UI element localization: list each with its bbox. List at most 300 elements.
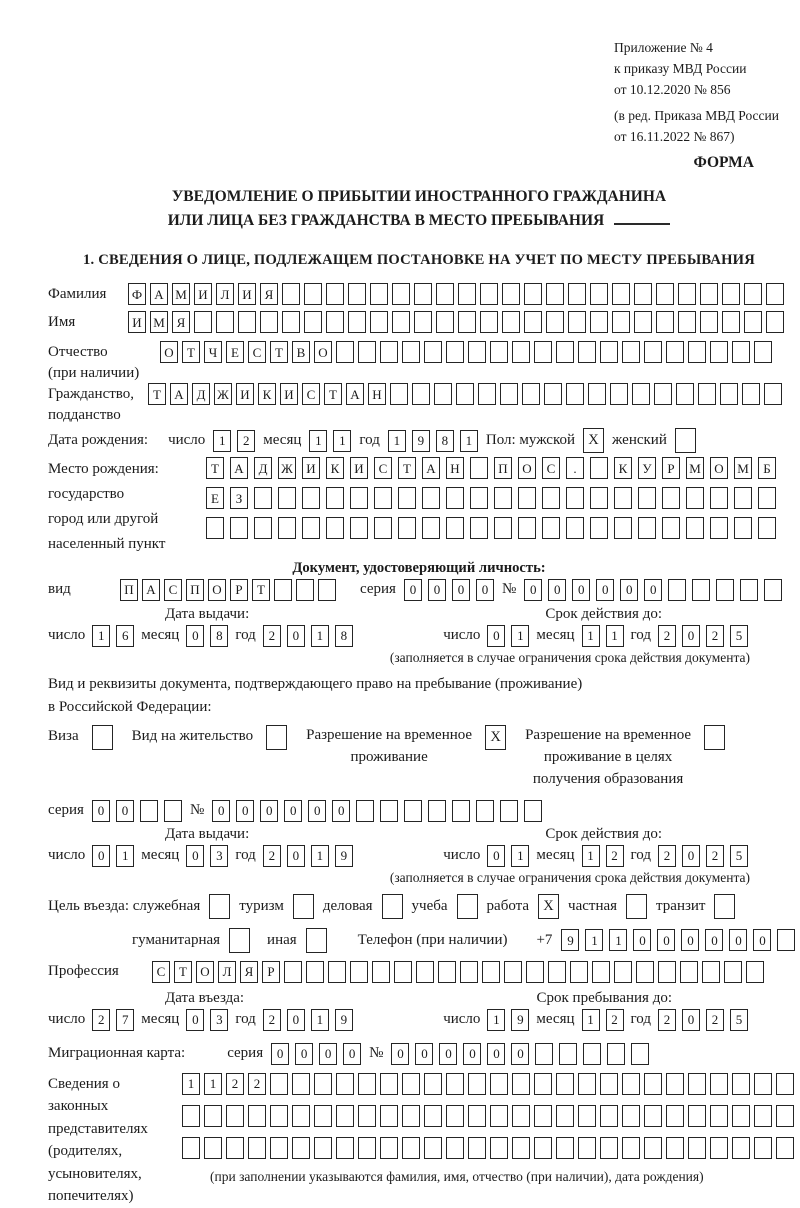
grid-cell[interactable]: [436, 283, 454, 305]
grid-cell[interactable]: [758, 517, 776, 539]
grid-cell[interactable]: [512, 1073, 530, 1095]
grid-cell[interactable]: [204, 1105, 222, 1127]
grid-cell[interactable]: [622, 1073, 640, 1095]
purpose-transit-checkbox[interactable]: [714, 894, 735, 919]
grid-cell[interactable]: [634, 283, 652, 305]
grid-cell[interactable]: 7: [116, 1009, 134, 1031]
grid-cell[interactable]: [636, 961, 654, 983]
grid-cell[interactable]: А: [170, 383, 188, 405]
grid-cell[interactable]: 2: [658, 625, 676, 647]
grid-cell[interactable]: [394, 961, 412, 983]
grid-cell[interactable]: [744, 283, 762, 305]
grid-cell[interactable]: [570, 961, 588, 983]
grid-cell[interactable]: [424, 341, 442, 363]
grid-cell[interactable]: [658, 961, 676, 983]
grid-cell[interactable]: 6: [116, 625, 134, 647]
grid-cell[interactable]: 9: [335, 845, 353, 867]
grid-cell[interactable]: [607, 1043, 625, 1065]
grid-cell[interactable]: [590, 457, 608, 479]
grid-cell[interactable]: [336, 341, 354, 363]
grid-cell[interactable]: [512, 1137, 530, 1159]
grid-cell[interactable]: 0: [319, 1043, 337, 1065]
grid-cell[interactable]: [422, 487, 440, 509]
grid-cell[interactable]: 1: [511, 625, 529, 647]
grid-cell[interactable]: [452, 800, 470, 822]
grid-cell[interactable]: И: [350, 457, 368, 479]
grid-cell[interactable]: 0: [186, 1009, 204, 1031]
grid-cell[interactable]: Н: [446, 457, 464, 479]
grid-cell[interactable]: [600, 341, 618, 363]
grid-cell[interactable]: [468, 1073, 486, 1095]
grid-cell[interactable]: [588, 383, 606, 405]
grid-cell[interactable]: [414, 311, 432, 333]
grid-cell[interactable]: И: [280, 383, 298, 405]
grid-cell[interactable]: 0: [633, 929, 651, 951]
grid-cell[interactable]: 0: [729, 929, 747, 951]
grid-cell[interactable]: [766, 311, 784, 333]
grid-cell[interactable]: [732, 1073, 750, 1095]
grid-cell[interactable]: С: [248, 341, 266, 363]
grid-cell[interactable]: [390, 383, 408, 405]
grid-cell[interactable]: [296, 579, 314, 601]
grid-cell[interactable]: [522, 383, 540, 405]
grid-cell[interactable]: 2: [658, 845, 676, 867]
grid-cell[interactable]: М: [686, 457, 704, 479]
grid-cell[interactable]: [402, 1137, 420, 1159]
grid-cell[interactable]: [436, 311, 454, 333]
grid-cell[interactable]: [644, 1105, 662, 1127]
grid-cell[interactable]: [556, 1137, 574, 1159]
grid-cell[interactable]: 1: [309, 430, 327, 452]
grid-cell[interactable]: [777, 929, 795, 951]
grid-cell[interactable]: [764, 383, 782, 405]
grid-cell[interactable]: 9: [561, 929, 579, 951]
grid-cell[interactable]: [490, 341, 508, 363]
grid-cell[interactable]: [370, 311, 388, 333]
grid-cell[interactable]: [458, 311, 476, 333]
grid-cell[interactable]: [446, 1137, 464, 1159]
grid-cell[interactable]: [535, 1043, 553, 1065]
grid-cell[interactable]: [566, 383, 584, 405]
grid-cell[interactable]: [578, 1073, 596, 1095]
grid-cell[interactable]: [306, 961, 324, 983]
grid-cell[interactable]: [392, 311, 410, 333]
grid-cell[interactable]: [292, 1137, 310, 1159]
purpose-humanitarian-checkbox[interactable]: [229, 928, 250, 953]
grid-cell[interactable]: П: [494, 457, 512, 479]
grid-cell[interactable]: 0: [343, 1043, 361, 1065]
grid-cell[interactable]: [238, 311, 256, 333]
grid-cell[interactable]: [260, 311, 278, 333]
grid-cell[interactable]: Т: [148, 383, 166, 405]
grid-cell[interactable]: [468, 1105, 486, 1127]
grid-cell[interactable]: 0: [682, 625, 700, 647]
grid-cell[interactable]: [292, 1073, 310, 1095]
grid-cell[interactable]: [754, 1073, 772, 1095]
grid-cell[interactable]: 0: [596, 579, 614, 601]
grid-cell[interactable]: П: [120, 579, 138, 601]
grid-cell[interactable]: [380, 800, 398, 822]
grid-cell[interactable]: 1: [333, 430, 351, 452]
grid-cell[interactable]: [710, 341, 728, 363]
grid-cell[interactable]: [270, 1073, 288, 1095]
gender-male-checkbox[interactable]: X: [583, 428, 604, 453]
grid-cell[interactable]: [270, 1105, 288, 1127]
grid-cell[interactable]: [698, 383, 716, 405]
grid-cell[interactable]: [526, 961, 544, 983]
grid-cell[interactable]: Н: [368, 383, 386, 405]
grid-cell[interactable]: [524, 283, 542, 305]
grid-cell[interactable]: [350, 517, 368, 539]
grid-cell[interactable]: [656, 283, 674, 305]
grid-cell[interactable]: [592, 961, 610, 983]
grid-cell[interactable]: [518, 517, 536, 539]
grid-cell[interactable]: А: [142, 579, 160, 601]
grid-cell[interactable]: [724, 961, 742, 983]
grid-cell[interactable]: 0: [287, 625, 305, 647]
grid-cell[interactable]: [754, 1105, 772, 1127]
grid-cell[interactable]: В: [292, 341, 310, 363]
grid-cell[interactable]: [734, 487, 752, 509]
grid-cell[interactable]: Т: [252, 579, 270, 601]
grid-cell[interactable]: [666, 1137, 684, 1159]
grid-cell[interactable]: [140, 800, 158, 822]
grid-cell[interactable]: [248, 1137, 266, 1159]
grid-cell[interactable]: 0: [487, 845, 505, 867]
grid-cell[interactable]: [278, 517, 296, 539]
grid-cell[interactable]: [583, 1043, 601, 1065]
grid-cell[interactable]: [590, 311, 608, 333]
grid-cell[interactable]: А: [230, 457, 248, 479]
grid-cell[interactable]: [226, 1137, 244, 1159]
grid-cell[interactable]: [380, 1105, 398, 1127]
grid-cell[interactable]: [754, 341, 772, 363]
grid-cell[interactable]: 0: [284, 800, 302, 822]
grid-cell[interactable]: [470, 457, 488, 479]
grid-cell[interactable]: [314, 1137, 332, 1159]
grid-cell[interactable]: [480, 311, 498, 333]
grid-cell[interactable]: [374, 487, 392, 509]
grid-cell[interactable]: [398, 517, 416, 539]
grid-cell[interactable]: [358, 1137, 376, 1159]
grid-cell[interactable]: 1: [606, 625, 624, 647]
grid-cell[interactable]: [336, 1073, 354, 1095]
grid-cell[interactable]: [764, 579, 782, 601]
grid-cell[interactable]: [512, 1105, 530, 1127]
grid-cell[interactable]: О: [518, 457, 536, 479]
rvp-checkbox[interactable]: X: [485, 725, 506, 750]
grid-cell[interactable]: Т: [398, 457, 416, 479]
grid-cell[interactable]: 0: [524, 579, 542, 601]
grid-cell[interactable]: [326, 517, 344, 539]
grid-cell[interactable]: 0: [332, 800, 350, 822]
grid-cell[interactable]: И: [302, 457, 320, 479]
grid-cell[interactable]: Л: [218, 961, 236, 983]
grid-cell[interactable]: О: [710, 457, 728, 479]
grid-cell[interactable]: А: [422, 457, 440, 479]
grid-cell[interactable]: [374, 517, 392, 539]
grid-cell[interactable]: [559, 1043, 577, 1065]
grid-cell[interactable]: [662, 487, 680, 509]
grid-cell[interactable]: [490, 1105, 508, 1127]
grid-cell[interactable]: [476, 800, 494, 822]
grid-cell[interactable]: [666, 1073, 684, 1095]
grid-cell[interactable]: 1: [582, 1009, 600, 1031]
grid-cell[interactable]: 1: [182, 1073, 200, 1095]
grid-cell[interactable]: [710, 487, 728, 509]
grid-cell[interactable]: [542, 487, 560, 509]
grid-cell[interactable]: 0: [92, 800, 110, 822]
grid-cell[interactable]: 0: [287, 845, 305, 867]
grid-cell[interactable]: М: [734, 457, 752, 479]
grid-cell[interactable]: 0: [428, 579, 446, 601]
grid-cell[interactable]: [590, 517, 608, 539]
grid-cell[interactable]: О: [208, 579, 226, 601]
grid-cell[interactable]: [612, 311, 630, 333]
grid-cell[interactable]: 2: [606, 845, 624, 867]
grid-cell[interactable]: [500, 800, 518, 822]
grid-cell[interactable]: [206, 517, 224, 539]
grid-cell[interactable]: [710, 517, 728, 539]
grid-cell[interactable]: [428, 800, 446, 822]
grid-cell[interactable]: [710, 1105, 728, 1127]
grid-cell[interactable]: 1: [609, 929, 627, 951]
grid-cell[interactable]: [700, 311, 718, 333]
grid-cell[interactable]: 0: [682, 845, 700, 867]
grid-cell[interactable]: 2: [706, 845, 724, 867]
grid-cell[interactable]: О: [160, 341, 178, 363]
grid-cell[interactable]: 0: [308, 800, 326, 822]
grid-cell[interactable]: [356, 800, 374, 822]
grid-cell[interactable]: [292, 1105, 310, 1127]
grid-cell[interactable]: [470, 517, 488, 539]
grid-cell[interactable]: О: [314, 341, 332, 363]
grid-cell[interactable]: [612, 283, 630, 305]
grid-cell[interactable]: 5: [730, 1009, 748, 1031]
grid-cell[interactable]: 0: [287, 1009, 305, 1031]
grid-cell[interactable]: [668, 579, 686, 601]
grid-cell[interactable]: Т: [174, 961, 192, 983]
grid-cell[interactable]: [656, 311, 674, 333]
grid-cell[interactable]: 1: [204, 1073, 222, 1095]
purpose-work-checkbox[interactable]: X: [538, 894, 559, 919]
grid-cell[interactable]: 0: [682, 1009, 700, 1031]
grid-cell[interactable]: [568, 283, 586, 305]
grid-cell[interactable]: [326, 283, 344, 305]
grid-cell[interactable]: Р: [230, 579, 248, 601]
grid-cell[interactable]: [328, 961, 346, 983]
grid-cell[interactable]: 1: [116, 845, 134, 867]
grid-cell[interactable]: С: [302, 383, 320, 405]
grid-cell[interactable]: [336, 1105, 354, 1127]
grid-cell[interactable]: [326, 487, 344, 509]
grid-cell[interactable]: 1: [582, 625, 600, 647]
grid-cell[interactable]: [282, 283, 300, 305]
grid-cell[interactable]: [424, 1105, 442, 1127]
grid-cell[interactable]: 9: [412, 430, 430, 452]
grid-cell[interactable]: 0: [572, 579, 590, 601]
grid-cell[interactable]: [568, 311, 586, 333]
grid-cell[interactable]: 0: [271, 1043, 289, 1065]
grid-cell[interactable]: [546, 283, 564, 305]
grid-cell[interactable]: [494, 487, 512, 509]
grid-cell[interactable]: 2: [606, 1009, 624, 1031]
grid-cell[interactable]: 1: [460, 430, 478, 452]
grid-cell[interactable]: 0: [476, 579, 494, 601]
grid-cell[interactable]: Я: [240, 961, 258, 983]
grid-cell[interactable]: [284, 961, 302, 983]
grid-cell[interactable]: [204, 1137, 222, 1159]
grid-cell[interactable]: [478, 383, 496, 405]
grid-cell[interactable]: [512, 341, 530, 363]
grid-cell[interactable]: [754, 1137, 772, 1159]
grid-cell[interactable]: 2: [263, 845, 281, 867]
grid-cell[interactable]: [494, 517, 512, 539]
grid-cell[interactable]: [182, 1137, 200, 1159]
grid-cell[interactable]: [776, 1073, 794, 1095]
grid-cell[interactable]: [336, 1137, 354, 1159]
grid-cell[interactable]: [216, 311, 234, 333]
residence-permit-checkbox[interactable]: [266, 725, 287, 750]
grid-cell[interactable]: [398, 487, 416, 509]
grid-cell[interactable]: И: [236, 383, 254, 405]
grid-cell[interactable]: 0: [186, 625, 204, 647]
grid-cell[interactable]: [314, 1073, 332, 1095]
grid-cell[interactable]: 1: [511, 845, 529, 867]
grid-cell[interactable]: 1: [311, 845, 329, 867]
grid-cell[interactable]: [412, 383, 430, 405]
grid-cell[interactable]: [534, 341, 552, 363]
grid-cell[interactable]: [634, 311, 652, 333]
grid-cell[interactable]: [424, 1073, 442, 1095]
grid-cell[interactable]: [370, 283, 388, 305]
grid-cell[interactable]: [380, 341, 398, 363]
grid-cell[interactable]: [524, 311, 542, 333]
grid-cell[interactable]: 2: [658, 1009, 676, 1031]
grid-cell[interactable]: С: [164, 579, 182, 601]
grid-cell[interactable]: 0: [116, 800, 134, 822]
grid-cell[interactable]: [502, 283, 520, 305]
purpose-other-checkbox[interactable]: [306, 928, 327, 953]
grid-cell[interactable]: Р: [262, 961, 280, 983]
grid-cell[interactable]: .: [566, 457, 584, 479]
grid-cell[interactable]: 2: [706, 625, 724, 647]
grid-cell[interactable]: [490, 1073, 508, 1095]
grid-cell[interactable]: [348, 311, 366, 333]
grid-cell[interactable]: К: [258, 383, 276, 405]
title-blank-line[interactable]: [614, 210, 670, 225]
grid-cell[interactable]: Л: [216, 283, 234, 305]
grid-cell[interactable]: [614, 961, 632, 983]
grid-cell[interactable]: [546, 311, 564, 333]
grid-cell[interactable]: [600, 1137, 618, 1159]
grid-cell[interactable]: 0: [391, 1043, 409, 1065]
grid-cell[interactable]: [742, 383, 760, 405]
grid-cell[interactable]: [424, 1137, 442, 1159]
grid-cell[interactable]: [438, 961, 456, 983]
grid-cell[interactable]: [776, 1137, 794, 1159]
grid-cell[interactable]: [458, 283, 476, 305]
grid-cell[interactable]: [680, 961, 698, 983]
grid-cell[interactable]: [716, 579, 734, 601]
grid-cell[interactable]: [470, 487, 488, 509]
grid-cell[interactable]: 0: [186, 845, 204, 867]
purpose-tourism-checkbox[interactable]: [293, 894, 314, 919]
grid-cell[interactable]: 1: [311, 625, 329, 647]
grid-cell[interactable]: [534, 1137, 552, 1159]
grid-cell[interactable]: [566, 487, 584, 509]
grid-cell[interactable]: [702, 961, 720, 983]
grid-cell[interactable]: [524, 800, 542, 822]
grid-cell[interactable]: [402, 341, 420, 363]
grid-cell[interactable]: 0: [463, 1043, 481, 1065]
grid-cell[interactable]: 5: [730, 845, 748, 867]
grid-cell[interactable]: [282, 311, 300, 333]
purpose-private-checkbox[interactable]: [626, 894, 647, 919]
grid-cell[interactable]: [274, 579, 292, 601]
grid-cell[interactable]: 3: [210, 1009, 228, 1031]
grid-cell[interactable]: [556, 1105, 574, 1127]
grid-cell[interactable]: [402, 1073, 420, 1095]
grid-cell[interactable]: Р: [662, 457, 680, 479]
grid-cell[interactable]: 2: [706, 1009, 724, 1031]
grid-cell[interactable]: [380, 1073, 398, 1095]
grid-cell[interactable]: 8: [335, 625, 353, 647]
grid-cell[interactable]: [446, 341, 464, 363]
grid-cell[interactable]: [556, 341, 574, 363]
grid-cell[interactable]: [534, 1105, 552, 1127]
grid-cell[interactable]: 0: [681, 929, 699, 951]
grid-cell[interactable]: [776, 1105, 794, 1127]
grid-cell[interactable]: [578, 341, 596, 363]
grid-cell[interactable]: [350, 487, 368, 509]
grid-cell[interactable]: [700, 283, 718, 305]
grid-cell[interactable]: [468, 341, 486, 363]
grid-cell[interactable]: Т: [206, 457, 224, 479]
grid-cell[interactable]: [446, 517, 464, 539]
grid-cell[interactable]: [632, 383, 650, 405]
grid-cell[interactable]: [302, 517, 320, 539]
grid-cell[interactable]: Ж: [214, 383, 232, 405]
purpose-business-checkbox[interactable]: [382, 894, 403, 919]
grid-cell[interactable]: [226, 1105, 244, 1127]
grid-cell[interactable]: [710, 1073, 728, 1095]
grid-cell[interactable]: 9: [511, 1009, 529, 1031]
grid-cell[interactable]: [534, 1073, 552, 1095]
grid-cell[interactable]: [446, 1073, 464, 1095]
grid-cell[interactable]: 0: [295, 1043, 313, 1065]
grid-cell[interactable]: [380, 1137, 398, 1159]
grid-cell[interactable]: [348, 283, 366, 305]
grid-cell[interactable]: [732, 341, 750, 363]
grid-cell[interactable]: И: [194, 283, 212, 305]
grid-cell[interactable]: [254, 487, 272, 509]
grid-cell[interactable]: Д: [254, 457, 272, 479]
grid-cell[interactable]: [622, 1137, 640, 1159]
purpose-study-checkbox[interactable]: [457, 894, 478, 919]
grid-cell[interactable]: [614, 487, 632, 509]
grid-cell[interactable]: 1: [92, 625, 110, 647]
grid-cell[interactable]: [350, 961, 368, 983]
grid-cell[interactable]: З: [230, 487, 248, 509]
grid-cell[interactable]: Ж: [278, 457, 296, 479]
grid-cell[interactable]: [722, 311, 740, 333]
grid-cell[interactable]: [732, 1137, 750, 1159]
grid-cell[interactable]: [686, 517, 704, 539]
grid-cell[interactable]: [631, 1043, 649, 1065]
grid-cell[interactable]: [644, 341, 662, 363]
grid-cell[interactable]: [566, 517, 584, 539]
